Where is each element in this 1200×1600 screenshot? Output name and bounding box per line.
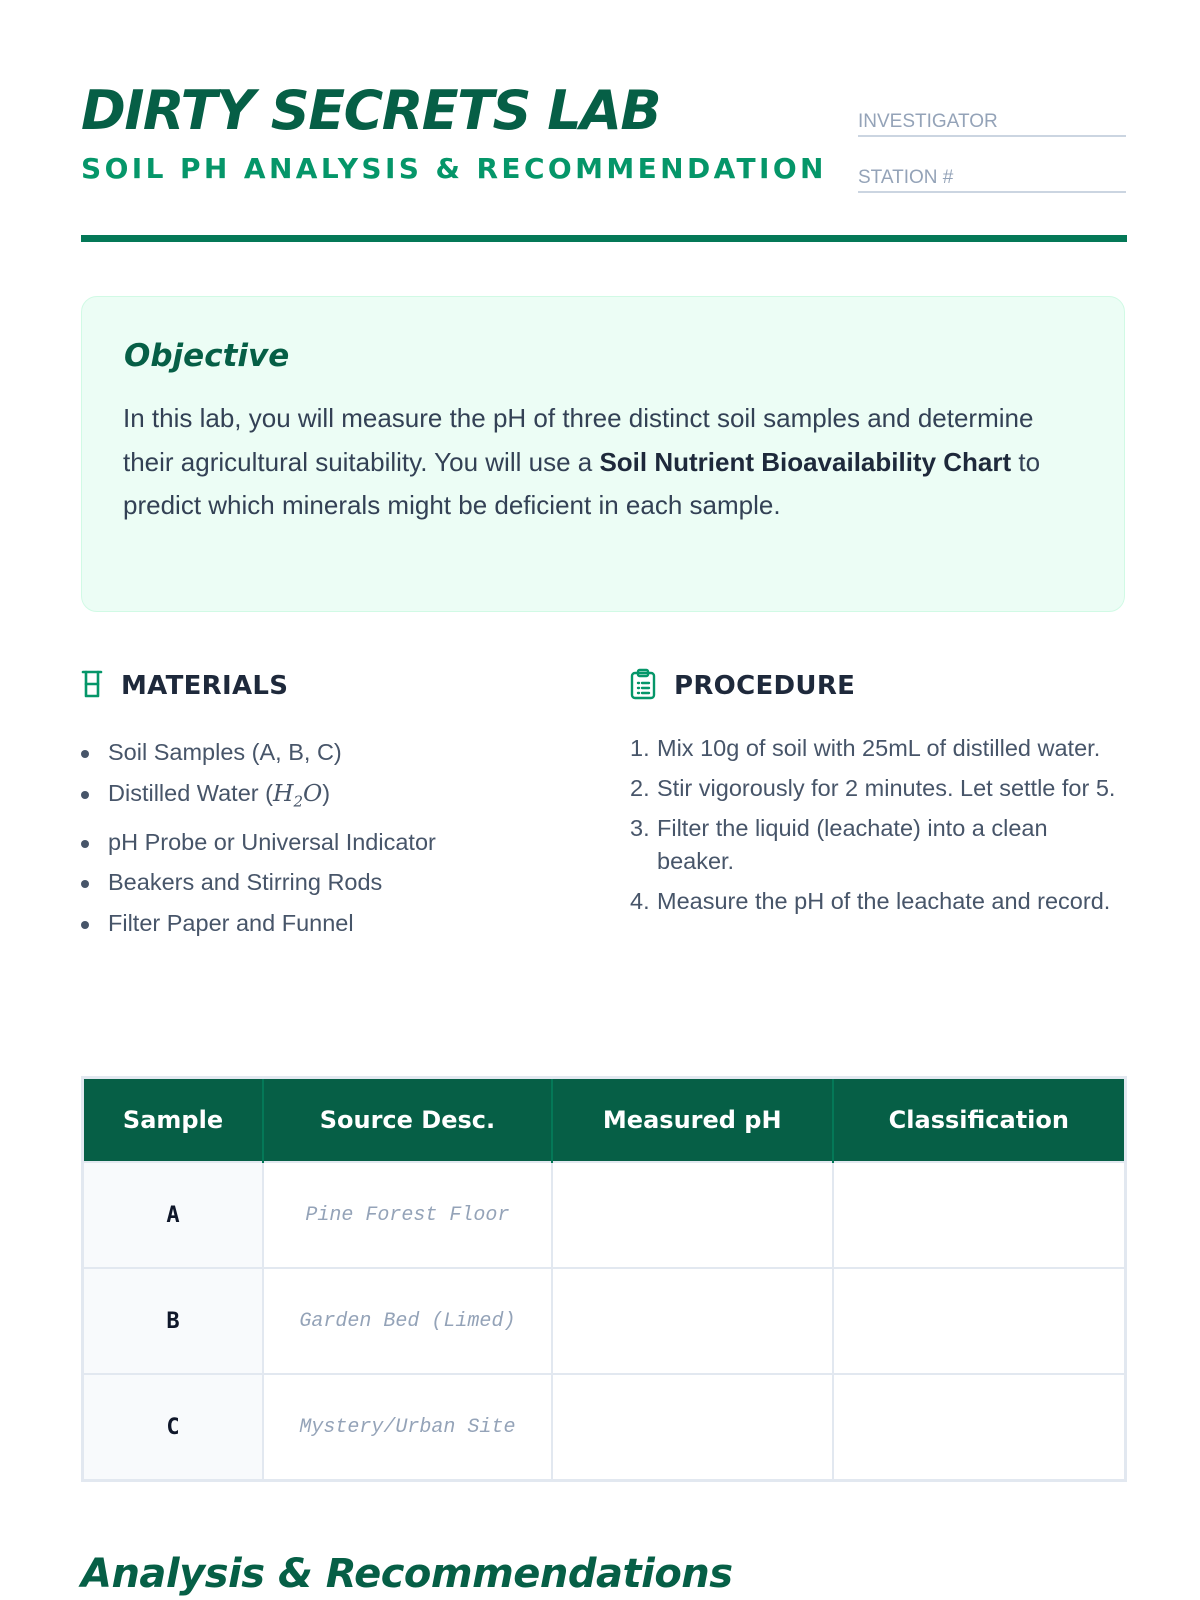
list-item: Filter Paper and Funnel xyxy=(81,903,436,944)
step-number: 3. xyxy=(630,815,650,841)
classification-cell[interactable] xyxy=(833,1374,1126,1481)
step-number: 4. xyxy=(630,888,650,914)
materials-section xyxy=(81,666,581,936)
objective-text xyxy=(123,397,1083,528)
source-cell: Mystery/Urban Site xyxy=(263,1374,552,1481)
objective-title: Objective xyxy=(124,338,290,374)
lab-worksheet xyxy=(81,0,1127,1597)
header-classification: Classification xyxy=(833,1078,1126,1163)
step-text: Measure the pH of the leachate and record. xyxy=(657,888,1111,914)
header-divider xyxy=(81,235,1127,242)
list-item xyxy=(630,772,1130,805)
table-row xyxy=(83,1374,1126,1481)
step-text: Filter the liquid (leachate) into a clean beaker. xyxy=(657,815,1048,874)
water-formula xyxy=(272,778,323,811)
formula-h: H xyxy=(272,778,294,807)
header-ph: Measured pH xyxy=(552,1078,833,1163)
list-item: Soil Samples (A, B, C) xyxy=(81,732,436,773)
header-sample: Sample xyxy=(83,1078,264,1163)
step-text: Mix 10g of soil with 25mL of distilled water. xyxy=(657,735,1101,761)
objective-box xyxy=(81,296,1125,612)
step-text: Stir vigorously for 2 minutes. Let settle for 5. xyxy=(657,775,1116,801)
procedure-section xyxy=(630,666,1130,914)
list-item xyxy=(630,812,1130,878)
sample-cell: B xyxy=(83,1268,264,1374)
worksheet-header xyxy=(81,0,1127,244)
ph-cell[interactable] xyxy=(552,1374,833,1481)
objective-text-start: In this lab, you will measure the pH of three distinct soil samples and determine their agricultural suitability. You will use a xyxy=(123,403,1034,477)
station-field[interactable] xyxy=(858,167,1126,193)
lab-subtitle: SOIL PH ANALYSIS & RECOMMENDATION xyxy=(81,152,827,185)
objective-text-end: to predict which minerals might be deficient in each sample. xyxy=(123,446,1041,520)
list-item: pH Probe or Universal Indicator xyxy=(81,822,436,863)
sample-cell: C xyxy=(83,1374,264,1481)
investigator-field[interactable] xyxy=(858,111,1126,137)
header-source: Source Desc. xyxy=(263,1078,552,1163)
materials-heading xyxy=(81,666,581,706)
list-item: Beakers and Stirring Rods xyxy=(81,862,436,903)
results-table xyxy=(81,1076,1127,1482)
source-cell: Pine Forest Floor xyxy=(263,1162,552,1268)
lab-title: DIRTY SECRETS LAB xyxy=(81,79,661,142)
ph-cell[interactable] xyxy=(552,1162,833,1268)
materials-heading-text: MATERIALS xyxy=(121,671,289,701)
step-number: 2. xyxy=(630,775,650,801)
table-row xyxy=(83,1162,1126,1268)
clipboard-list-icon xyxy=(630,668,674,705)
procedure-heading xyxy=(630,666,1130,706)
procedure-heading-text: PROCEDURE xyxy=(674,671,856,701)
classification-cell[interactable] xyxy=(833,1162,1126,1268)
station-label: STATION # xyxy=(858,167,954,188)
water-label: Distilled Water ( xyxy=(108,779,273,806)
table-header-row xyxy=(83,1078,1126,1163)
water-label-close: ) xyxy=(322,779,331,806)
list-item xyxy=(81,773,436,822)
source-cell: Garden Bed (Limed) xyxy=(263,1268,552,1374)
procedure-list xyxy=(630,732,1130,925)
analysis-heading: Analysis & Recommendations xyxy=(81,1551,733,1597)
formula-subscript: 2 xyxy=(293,792,304,811)
beaker-icon xyxy=(81,670,121,703)
sample-cell: A xyxy=(83,1162,264,1268)
classification-cell[interactable] xyxy=(833,1268,1126,1374)
table-row xyxy=(83,1268,1126,1374)
formula-o: O xyxy=(303,778,323,807)
list-item xyxy=(630,885,1130,918)
list-item xyxy=(630,732,1130,765)
materials-list xyxy=(81,732,436,943)
step-number: 1. xyxy=(630,735,650,761)
ph-cell[interactable] xyxy=(552,1268,833,1374)
investigator-label: INVESTIGATOR xyxy=(858,111,998,132)
objective-chart-name: Soil Nutrient Bioavailability Chart xyxy=(599,446,1012,477)
